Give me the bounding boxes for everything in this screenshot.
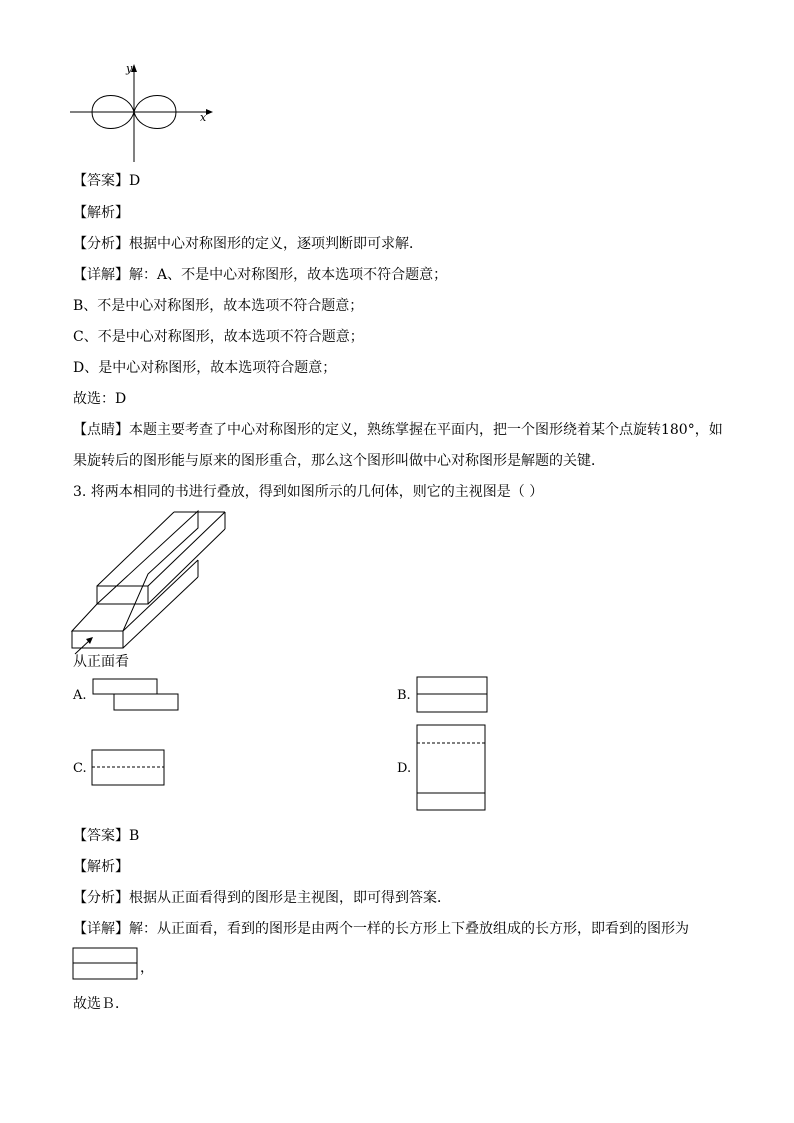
option-c-label: C. bbox=[73, 761, 87, 776]
q2-xiangjie: 【详解】解：A、不是中心对称图形，故本选项不符合题意； bbox=[73, 267, 448, 283]
stacked-books-figure bbox=[68, 508, 233, 653]
option-d-label: D. bbox=[397, 761, 412, 776]
q2-line-b: B、不是中心对称图形，故本选项不符合题意； bbox=[73, 298, 364, 314]
q3-choice: 故选Ｂ． bbox=[73, 996, 129, 1012]
front-view-caption: 从正面看 bbox=[73, 654, 129, 670]
option-a-label: A. bbox=[73, 688, 87, 703]
option-b-figure bbox=[416, 676, 490, 714]
option-b-label: B. bbox=[397, 688, 411, 703]
q2-line-d: D、是中心对称图形，故本选项符合题意； bbox=[73, 360, 337, 376]
option-d-figure bbox=[416, 724, 488, 812]
q2-choice: 故选：D bbox=[73, 391, 127, 407]
q2-line-c: C、不是中心对称图形，故本选项不符合题意； bbox=[73, 329, 364, 345]
y-axis-label: y bbox=[126, 62, 133, 75]
q3-fenxi: 【分析】根据从正面看得到的图形是主视图，即可得到答案． bbox=[73, 890, 451, 906]
lemniscate-figure bbox=[68, 60, 218, 165]
option-a-figure bbox=[92, 678, 182, 713]
q2-fenxi: 【分析】根据中心对称图形的定义，逐项判断即可求解． bbox=[73, 236, 423, 252]
inline-comma: ， bbox=[140, 960, 154, 976]
x-axis-label: x bbox=[200, 111, 207, 124]
q2-dianjing: 【点睛】本题主要考查了中心对称图形的定义，熟练掌握在平面内，把一个图形绕着某个点旋转180°，如果旋转后的图形能与原来的图形重合，那么这个图形叫做中心对称图形是解题的关键． bbox=[73, 422, 723, 469]
q2-analysis-heading: 【解析】 bbox=[73, 205, 129, 221]
q2-answer: 【答案】D bbox=[73, 173, 141, 189]
answer-inline-figure bbox=[72, 947, 140, 982]
q3-analysis-heading: 【解析】 bbox=[73, 859, 129, 875]
option-c-figure bbox=[91, 749, 167, 787]
q3-answer: 【答案】B bbox=[73, 828, 140, 844]
q3-xiangjie: 【详解】解：从正面看，看到的图形是由两个一样的长方形上下叠放组成的长方形，即看到的图形为 bbox=[73, 921, 689, 937]
q3-question: 3. 将两本相同的书进行叠放，得到如图所示的几何体，则它的主视图是（ ） bbox=[73, 484, 544, 500]
